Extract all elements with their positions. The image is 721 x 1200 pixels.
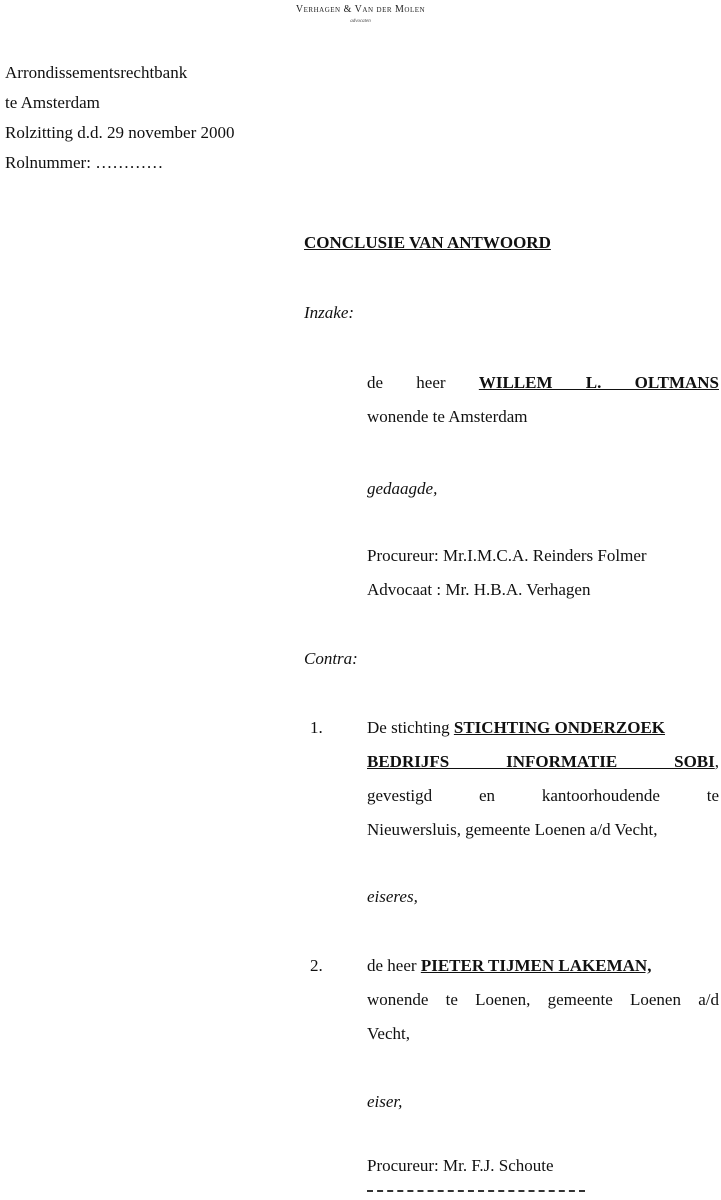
hearing-date: Rolzitting d.d. 29 november 2000 (5, 123, 235, 142)
plaintiff2-procureur: Procureur: Mr. F.J. Schoute (367, 1156, 554, 1175)
plaintiff2-name: PIETER TIJMEN LAKEMAN, (420, 956, 652, 975)
court-location: te Amsterdam (5, 93, 100, 112)
plaintiff1-name-part1: STICHTING ONDERZOEK (453, 718, 666, 737)
plaintiff1-establishment: gevestigd en kantoorhoudende te (367, 786, 719, 805)
plaintiff2-number: 2. (310, 956, 323, 975)
plaintiff1-comma: , (714, 752, 719, 771)
letterhead-subtitle: advocaten (350, 19, 371, 24)
contra-label: Contra: (304, 649, 358, 668)
plaintiff1-number: 1. (310, 718, 323, 737)
letterhead-firm: Verhagen & Van der Molen (295, 4, 426, 15)
plaintiff1-name-part2: BEDRIJFS INFORMATIE SOBI (367, 752, 715, 771)
defendant-residence: wonende te Amsterdam (367, 407, 528, 426)
court-block (5, 58, 234, 178)
court-name: Arrondissementsrechtbank (5, 63, 188, 82)
defendant-name: WILLEM L. OLTMANS (478, 373, 719, 392)
plaintiff2-role: eiser, (367, 1092, 403, 1111)
plaintiff1-role: eiseres, (367, 887, 418, 906)
plaintiff1-prefix: De stichting (367, 718, 450, 737)
letterhead (0, 4, 721, 15)
plaintiff2-residence-cont: Vecht, (367, 1024, 410, 1043)
plaintiff1-name-line1 (367, 718, 665, 738)
inzake-label: Inzake: (304, 303, 355, 322)
plaintiff1-location: Nieuwersluis, gemeente Loenen a/d Vecht, (367, 820, 658, 839)
document-title: CONCLUSIE VAN ANTWOORD (304, 233, 551, 252)
defendant-role: gedaagde, (367, 479, 438, 498)
plaintiff2-prefix: de heer (367, 956, 417, 975)
case-number: Rolnummer: ………… (5, 153, 164, 172)
defendant-prefix: de heer (367, 373, 446, 392)
dashed-divider (367, 1190, 585, 1192)
defendant-name-line (367, 373, 719, 393)
defendant-advocaat: Advocaat : Mr. H.B.A. Verhagen (367, 580, 591, 599)
plaintiff2-name-line (367, 956, 651, 976)
defendant-procureur: Procureur: Mr.I.M.C.A. Reinders Folmer (367, 546, 647, 565)
plaintiff1-name-line2 (367, 752, 719, 772)
plaintiff2-residence: wonende te Loenen, gemeente Loenen a/d (367, 990, 719, 1009)
